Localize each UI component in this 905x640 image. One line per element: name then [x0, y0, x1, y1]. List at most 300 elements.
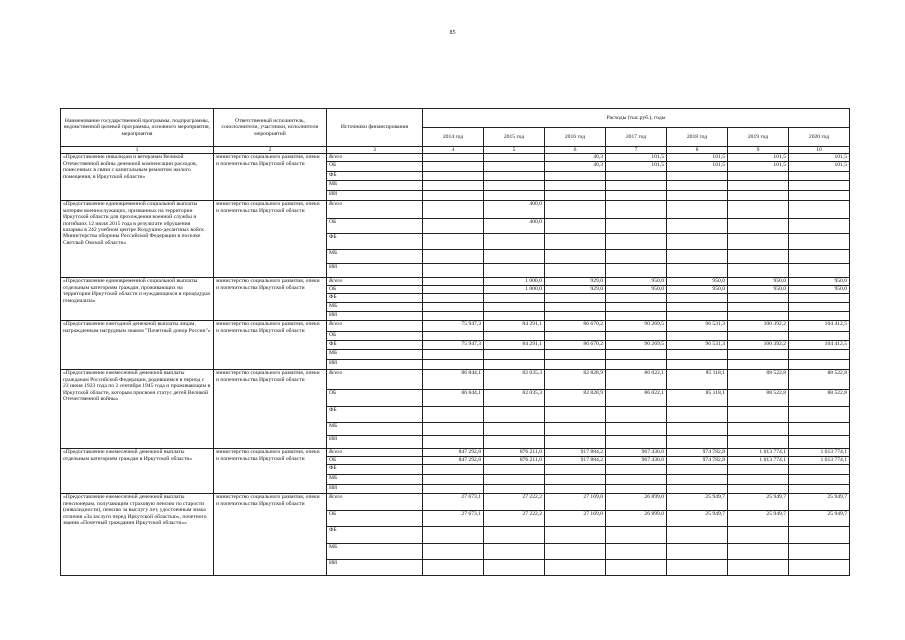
- amount-cell: 82 035,3: [484, 390, 545, 407]
- amount-cell: [728, 303, 789, 312]
- amount-cell: [789, 350, 850, 360]
- amount-cell: [667, 527, 728, 544]
- amount-cell: 25 949,7: [789, 511, 850, 527]
- amount-cell: [789, 172, 850, 181]
- header-year: 2018 год: [667, 128, 728, 147]
- amount-cell: 1 000,0: [484, 278, 545, 286]
- table-row: [61, 154, 850, 162]
- amount-cell: [789, 475, 850, 485]
- amount-cell: [606, 219, 667, 234]
- amount-cell: [667, 465, 728, 475]
- amount-cell: 929,0: [545, 286, 606, 294]
- amount-cell: [667, 219, 728, 234]
- amount-cell: 1 013 774,1: [728, 457, 789, 465]
- amount-cell: [789, 436, 850, 449]
- amount-cell: 100 392,2: [728, 321, 789, 332]
- amount-cell: [789, 181, 850, 191]
- funding-source: ОБ: [327, 286, 423, 294]
- measure-name: «Предоставление ежемесячной денежной выплаты отдельным категориям граждан в Иркутской области»: [61, 449, 214, 494]
- amount-cell: 974 782,8: [667, 449, 728, 457]
- amount-cell: 950,0: [789, 286, 850, 294]
- amount-cell: 876 211,0: [484, 449, 545, 457]
- amount-cell: 25 949,7: [728, 511, 789, 527]
- amount-cell: [545, 219, 606, 234]
- amount-cell: [606, 234, 667, 250]
- amount-cell: [423, 303, 484, 312]
- amount-cell: [545, 360, 606, 370]
- amount-cell: [484, 154, 545, 162]
- amount-cell: 75 947,3: [423, 321, 484, 332]
- amount-cell: [545, 172, 606, 181]
- funding-source: Всего: [327, 278, 423, 286]
- amount-cell: [728, 250, 789, 264]
- amount-cell: [484, 312, 545, 321]
- responsible-executor: министерство социального развития, опеки и попечительства Иркутской области: [214, 370, 327, 449]
- amount-cell: 1 013 774,1: [789, 457, 850, 465]
- amount-cell: [484, 350, 545, 360]
- amount-cell: [545, 475, 606, 485]
- amount-cell: [545, 250, 606, 264]
- amount-cell: [667, 294, 728, 303]
- amount-cell: [789, 544, 850, 560]
- header-year: 2019 год: [728, 128, 789, 147]
- amount-cell: [789, 264, 850, 278]
- amount-cell: [423, 286, 484, 294]
- amount-cell: [545, 436, 606, 449]
- amount-cell: 82 035,3: [484, 370, 545, 390]
- amount-cell: [606, 294, 667, 303]
- amount-cell: [728, 360, 789, 370]
- amount-cell: 104 412,5: [789, 321, 850, 332]
- amount-cell: 85 118,1: [667, 370, 728, 390]
- amount-cell: [423, 544, 484, 560]
- amount-cell: [545, 423, 606, 436]
- funding-source: ОБ: [327, 332, 423, 341]
- table-body: [61, 154, 850, 576]
- amount-cell: 101,5: [606, 154, 667, 162]
- funding-source: Всего: [327, 321, 423, 332]
- amount-cell: 86 844,1: [423, 390, 484, 407]
- amount-cell: 847 292,8: [423, 449, 484, 457]
- amount-cell: [789, 485, 850, 494]
- table-row: [61, 494, 850, 511]
- amount-cell: [606, 436, 667, 449]
- amount-cell: [789, 219, 850, 234]
- amount-cell: 400,0: [484, 201, 545, 219]
- amount-cell: [667, 201, 728, 219]
- amount-cell: [545, 465, 606, 475]
- amount-cell: [484, 264, 545, 278]
- amount-cell: [484, 465, 545, 475]
- funding-source: ОБ: [327, 390, 423, 407]
- column-index: 6: [545, 147, 606, 154]
- funding-source: МБ: [327, 350, 423, 360]
- amount-cell: 950,0: [728, 286, 789, 294]
- amount-cell: 967 430,0: [606, 449, 667, 457]
- header-year: 2014 год: [423, 128, 484, 147]
- amount-cell: [728, 527, 789, 544]
- funding-source: ФБ: [327, 407, 423, 423]
- amount-cell: [423, 154, 484, 162]
- amount-cell: [728, 436, 789, 449]
- amount-cell: [728, 312, 789, 321]
- amount-cell: 90 269,5: [606, 341, 667, 350]
- amount-cell: 88 522,8: [789, 370, 850, 390]
- amount-cell: [789, 465, 850, 475]
- amount-cell: 84 291,1: [484, 321, 545, 332]
- amount-cell: 27 222,2: [484, 511, 545, 527]
- funding-source: ИИ: [327, 264, 423, 278]
- amount-cell: [789, 332, 850, 341]
- amount-cell: [789, 191, 850, 201]
- amount-cell: [484, 360, 545, 370]
- funding-source: МБ: [327, 181, 423, 191]
- amount-cell: [606, 423, 667, 436]
- amount-cell: [484, 527, 545, 544]
- amount-cell: [484, 181, 545, 191]
- column-index: 3: [327, 147, 423, 154]
- header-expenses: Расходы (тыс.руб.), годы: [423, 109, 850, 128]
- amount-cell: [728, 219, 789, 234]
- amount-cell: 400,0: [484, 219, 545, 234]
- amount-cell: [484, 407, 545, 423]
- header-year: 2020 год: [789, 128, 850, 147]
- funding-source: МБ: [327, 303, 423, 312]
- amount-cell: [728, 172, 789, 181]
- amount-cell: [728, 264, 789, 278]
- funding-source: ФБ: [327, 234, 423, 250]
- amount-cell: 847 292,8: [423, 457, 484, 465]
- funding-source: ИИ: [327, 360, 423, 370]
- amount-cell: [728, 181, 789, 191]
- amount-cell: [728, 294, 789, 303]
- amount-cell: [484, 234, 545, 250]
- amount-cell: [484, 294, 545, 303]
- amount-cell: [423, 172, 484, 181]
- funding-source: МБ: [327, 423, 423, 436]
- funding-source: Всего: [327, 370, 423, 390]
- amount-cell: [423, 475, 484, 485]
- amount-cell: [423, 181, 484, 191]
- funding-source: ОБ: [327, 457, 423, 465]
- amount-cell: 101,5: [728, 154, 789, 162]
- amount-cell: 25 949,7: [667, 511, 728, 527]
- amount-cell: [545, 407, 606, 423]
- amount-cell: [667, 264, 728, 278]
- amount-cell: 40,3: [545, 162, 606, 172]
- amount-cell: [423, 191, 484, 201]
- amount-cell: [667, 475, 728, 485]
- amount-cell: 974 782,8: [667, 457, 728, 465]
- funding-source: ФБ: [327, 294, 423, 303]
- amount-cell: 25 949,7: [789, 494, 850, 511]
- amount-cell: [728, 332, 789, 341]
- amount-cell: [728, 201, 789, 219]
- amount-cell: [606, 191, 667, 201]
- header-year: 2015 год: [484, 128, 545, 147]
- amount-cell: [789, 423, 850, 436]
- amount-cell: 82 828,9: [545, 390, 606, 407]
- amount-cell: [728, 423, 789, 436]
- amount-cell: [423, 465, 484, 475]
- amount-cell: [606, 250, 667, 264]
- amount-cell: [423, 264, 484, 278]
- amount-cell: [728, 234, 789, 250]
- amount-cell: [423, 332, 484, 341]
- amount-cell: [606, 172, 667, 181]
- amount-cell: 917 884,2: [545, 457, 606, 465]
- expenditure-table: [60, 108, 850, 576]
- amount-cell: [789, 360, 850, 370]
- amount-cell: 26 899,0: [606, 494, 667, 511]
- amount-cell: [728, 191, 789, 201]
- funding-source: ФБ: [327, 465, 423, 475]
- amount-cell: [423, 407, 484, 423]
- amount-cell: [606, 264, 667, 278]
- funding-source: ОБ: [327, 219, 423, 234]
- amount-cell: [667, 332, 728, 341]
- amount-cell: 101,5: [789, 162, 850, 172]
- amount-cell: [484, 485, 545, 494]
- amount-cell: [667, 172, 728, 181]
- amount-cell: [423, 485, 484, 494]
- amount-cell: [667, 407, 728, 423]
- amount-cell: [423, 350, 484, 360]
- amount-cell: [789, 303, 850, 312]
- responsible-executor: министерство социального развития, опеки и попечительства Иркутской области: [214, 154, 327, 201]
- column-index: 4: [423, 147, 484, 154]
- amount-cell: [728, 407, 789, 423]
- measure-name: «Предоставление ежемесячной денежной выплаты гражданам Российской Федерации, родившимся в период с 23 июня 1923 года по 2 сентября 1945 года и проживающим в Иркутской области, которым присвоен статус детей Великой Отечественной войны»: [61, 370, 214, 449]
- column-index: 10: [789, 147, 850, 154]
- amount-cell: [423, 423, 484, 436]
- amount-cell: 101,5: [728, 162, 789, 172]
- funding-source: ИИ: [327, 560, 423, 576]
- amount-cell: 950,0: [606, 278, 667, 286]
- amount-cell: [789, 407, 850, 423]
- amount-cell: [606, 332, 667, 341]
- header-name: Наименование государственной программы, подпрограммы, ведомственной целевой программы, основного мероприятия, мероприятия: [61, 109, 214, 147]
- column-index: 8: [667, 147, 728, 154]
- amount-cell: 90 269,5: [606, 321, 667, 332]
- amount-cell: [667, 423, 728, 436]
- amount-cell: [667, 436, 728, 449]
- measure-name: «Предоставление единовременной социальной выплаты отдельным категориям граждан, проживающих на территории Иркутской области и нуждающихся в процедурах гемодиализа»: [61, 278, 214, 321]
- amount-cell: 25 949,7: [728, 494, 789, 511]
- table-row: [61, 321, 850, 332]
- responsible-executor: министерство социального развития, опеки и попечительства Иркутской области: [214, 321, 327, 370]
- amount-cell: 86 844,1: [423, 370, 484, 390]
- amount-cell: [423, 436, 484, 449]
- column-index: 7: [606, 147, 667, 154]
- measure-name: «Предоставление инвалидам и ветеранам Великой Отечественной войны денежной компенсации расходов, понесенных в связи с капитальным ремонтом жилого помещения, в Иркутской области»: [61, 154, 214, 201]
- header-year: 2016 год: [545, 128, 606, 147]
- amount-cell: [606, 527, 667, 544]
- amount-cell: [606, 303, 667, 312]
- amount-cell: [667, 360, 728, 370]
- amount-cell: 101,5: [606, 162, 667, 172]
- amount-cell: 950,0: [789, 278, 850, 286]
- amount-cell: 25 949,7: [667, 494, 728, 511]
- amount-cell: [484, 191, 545, 201]
- table-row: [61, 449, 850, 457]
- amount-cell: [667, 560, 728, 576]
- amount-cell: [606, 465, 667, 475]
- amount-cell: [484, 475, 545, 485]
- amount-cell: [423, 278, 484, 286]
- amount-cell: 27 222,2: [484, 494, 545, 511]
- responsible-executor: министерство социального развития, опеки и попечительства Иркутской области: [214, 449, 327, 494]
- responsible-executor: министерство социального развития, опеки и попечительства Иркутской области: [214, 278, 327, 321]
- funding-source: Всего: [327, 449, 423, 457]
- amount-cell: [728, 485, 789, 494]
- amount-cell: [545, 303, 606, 312]
- table-row: [61, 278, 850, 286]
- amount-cell: [728, 465, 789, 475]
- amount-cell: [484, 332, 545, 341]
- amount-cell: [667, 191, 728, 201]
- amount-cell: 101,5: [667, 154, 728, 162]
- amount-cell: [484, 436, 545, 449]
- amount-cell: [545, 234, 606, 250]
- amount-cell: [606, 181, 667, 191]
- amount-cell: [789, 312, 850, 321]
- amount-cell: 104 412,5: [789, 341, 850, 350]
- amount-cell: 88 522,8: [728, 390, 789, 407]
- amount-cell: [545, 312, 606, 321]
- amount-cell: [606, 312, 667, 321]
- amount-cell: [667, 234, 728, 250]
- amount-cell: [423, 560, 484, 576]
- amount-cell: [423, 527, 484, 544]
- funding-source: Всего: [327, 494, 423, 511]
- amount-cell: 27 169,0: [545, 494, 606, 511]
- funding-source: Всего: [327, 154, 423, 162]
- amount-cell: 96 531,3: [667, 341, 728, 350]
- amount-cell: [484, 162, 545, 172]
- amount-cell: 27 673,1: [423, 494, 484, 511]
- funding-source: ОБ: [327, 162, 423, 172]
- amount-cell: [667, 181, 728, 191]
- amount-cell: 27 673,1: [423, 511, 484, 527]
- amount-cell: 82 828,9: [545, 370, 606, 390]
- amount-cell: 40,3: [545, 154, 606, 162]
- amount-cell: [667, 312, 728, 321]
- funding-source: ФБ: [327, 527, 423, 544]
- amount-cell: [545, 181, 606, 191]
- amount-cell: [484, 423, 545, 436]
- amount-cell: 86 670,2: [545, 321, 606, 332]
- amount-cell: 88 522,8: [789, 390, 850, 407]
- responsible-executor: министерство социального развития, опеки и попечительства Иркутской области: [214, 201, 327, 278]
- amount-cell: 929,0: [545, 278, 606, 286]
- header-executor: Ответственный исполнитель, соисполнители, участники, исполнители мероприятий: [214, 109, 327, 147]
- funding-source: Всего: [327, 201, 423, 219]
- amount-cell: 85 118,1: [667, 390, 728, 407]
- header-year: 2017 год: [606, 128, 667, 147]
- amount-cell: [423, 250, 484, 264]
- amount-cell: 917 884,2: [545, 449, 606, 457]
- table-row: [61, 370, 850, 390]
- measure-name: «Предоставление ежегодной денежной выплаты лицам, награжденным нагрудным знаком "Почетный донор России"»: [61, 321, 214, 370]
- amount-cell: 967 430,0: [606, 457, 667, 465]
- funding-source: ФБ: [327, 341, 423, 350]
- amount-cell: [423, 294, 484, 303]
- amount-cell: [606, 360, 667, 370]
- amount-cell: 101,5: [789, 154, 850, 162]
- responsible-executor: министерство социального развития, опеки и попечительства Иркутской области: [214, 494, 327, 576]
- funding-source: ОБ: [327, 511, 423, 527]
- measure-name: «Предоставление единовременной социальной выплаты матерям военнослужащих, призванных на территории Иркутской области для прохождения военной службы и погибших 12 июля 2015 года в результате обрушения казармы в 242 учебном центре Воздушно-десантных войск Министерства обороны Российской Федерации в поселке Светлый Омской области»: [61, 201, 214, 278]
- amount-cell: 1 000,0: [484, 286, 545, 294]
- amount-cell: [545, 560, 606, 576]
- amount-cell: 88 522,8: [728, 370, 789, 390]
- column-index-row: [61, 147, 850, 154]
- amount-cell: [667, 350, 728, 360]
- amount-cell: [423, 162, 484, 172]
- amount-cell: [606, 560, 667, 576]
- amount-cell: [667, 544, 728, 560]
- amount-cell: 876 211,0: [484, 457, 545, 465]
- amount-cell: 950,0: [606, 286, 667, 294]
- funding-source: ИИ: [327, 312, 423, 321]
- amount-cell: [484, 172, 545, 181]
- amount-cell: [545, 332, 606, 341]
- amount-cell: [423, 360, 484, 370]
- amount-cell: [667, 303, 728, 312]
- amount-cell: [484, 303, 545, 312]
- measure-name: «Предоставление ежемесячной денежной выплаты пенсионерам, получающим страховую пенсию по старости (инвалидности), пенсию за выслугу лет, удостоенным знака отличия «За заслуги перед Иркутской областью», почетного звания «Почетный гражданин Иркутской области»»: [61, 494, 214, 576]
- amount-cell: 27 169,0: [545, 511, 606, 527]
- amount-cell: [667, 485, 728, 494]
- amount-cell: 84 291,1: [484, 341, 545, 350]
- funding-source: ФБ: [327, 172, 423, 181]
- amount-cell: [545, 294, 606, 303]
- amount-cell: [545, 264, 606, 278]
- amount-cell: [606, 544, 667, 560]
- amount-cell: [545, 485, 606, 494]
- table-row: [61, 201, 850, 219]
- column-index: 1: [61, 147, 214, 154]
- amount-cell: 26 899,0: [606, 511, 667, 527]
- funding-source: МБ: [327, 475, 423, 485]
- amount-cell: [789, 234, 850, 250]
- amount-cell: 86 022,1: [606, 390, 667, 407]
- amount-cell: [789, 560, 850, 576]
- header-source: Источники финансирования: [327, 109, 423, 147]
- amount-cell: [667, 250, 728, 264]
- amount-cell: [423, 219, 484, 234]
- amount-cell: [545, 527, 606, 544]
- page-number: 85: [449, 30, 456, 36]
- amount-cell: [606, 475, 667, 485]
- funding-source: ИИ: [327, 485, 423, 494]
- amount-cell: 950,0: [728, 278, 789, 286]
- amount-cell: [789, 250, 850, 264]
- funding-source: ИИ: [327, 436, 423, 449]
- amount-cell: [423, 234, 484, 250]
- amount-cell: [545, 544, 606, 560]
- funding-source: ИИ: [327, 191, 423, 201]
- amount-cell: [423, 201, 484, 219]
- amount-cell: 101,5: [667, 162, 728, 172]
- amount-cell: 950,0: [667, 286, 728, 294]
- amount-cell: [728, 544, 789, 560]
- amount-cell: [606, 350, 667, 360]
- amount-cell: [423, 312, 484, 321]
- amount-cell: [606, 407, 667, 423]
- amount-cell: [484, 560, 545, 576]
